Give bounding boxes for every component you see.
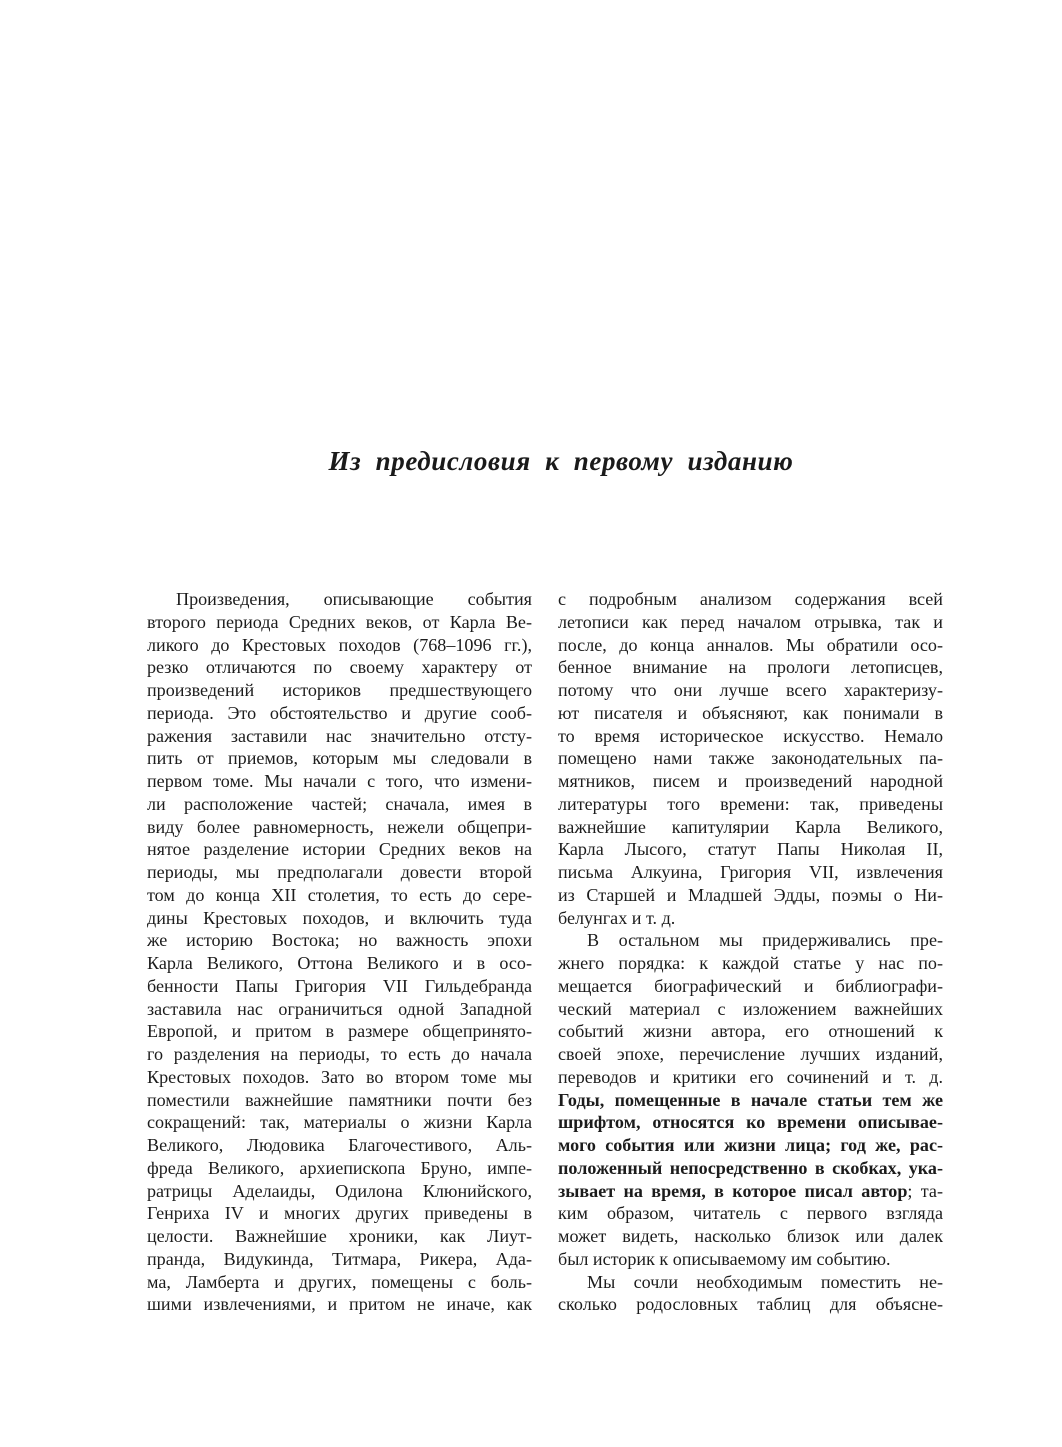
text-line: письма Алкуина, Григория VII, извлечения <box>558 862 943 882</box>
text-line: сокращений: так, материалы о жизни Карла <box>147 1112 532 1133</box>
text-line: же историю Востока; но важность эпохи <box>147 930 532 951</box>
text-line: периоды, мы предполагали довести второй <box>147 862 532 882</box>
text-segment: ; та- <box>907 1180 943 1201</box>
text-line: Европой, и притом в размере общепринято- <box>147 1021 532 1042</box>
text-line: белунгах и т. д. <box>558 907 676 928</box>
text-line: ким образом, читатель с первого взгляда <box>558 1203 943 1224</box>
text-line: важнейшие капитулярии Карла Великого, <box>558 816 943 837</box>
text-line: событий жизни автора, его отношений к <box>558 1021 943 1042</box>
text-line: мещается биографический и библиографи- <box>558 975 943 996</box>
right-text-column <box>558 588 943 1316</box>
text-line: помещено нами также законодательных па- <box>558 748 943 769</box>
text-line: ратрицы Аделаиды, Одилона Клюнийского, <box>147 1180 532 1201</box>
text-line: Крестовых походов. Зато во втором томе мы <box>147 1066 532 1087</box>
text-line: Годы, помещенные в начале статьи тем же <box>558 1089 943 1110</box>
text-line: поместили важнейшие памятники почти без <box>147 1089 532 1110</box>
text-line: был историк к описываемому им событию. <box>558 1248 891 1269</box>
text-line: ческий материал с изложением важнейших <box>558 998 943 1019</box>
text-line: с подробным анализом содержания всей <box>558 589 943 609</box>
page-title: Из предисловия к первому изданию <box>328 446 794 476</box>
text-line: литературы того времени: так, приведены <box>558 793 943 814</box>
text-line: бенное внимание на прологи летописцев, <box>558 657 943 678</box>
bold-text-segment: зывает на время, в которое писал автор <box>558 1180 908 1201</box>
text-line: ма, Ламберта и других, помещены с боль- <box>147 1271 532 1292</box>
text-line: ликого до Крестовых походов (768–1096 гг.), <box>147 634 532 655</box>
left-text-column <box>147 588 532 1316</box>
text-line: шрифтом, относятся ко времени описывае- <box>558 1112 943 1133</box>
text-line: мятников, писем и произведений народной <box>558 771 943 791</box>
text-line: произведений историков предшествующего <box>147 680 532 700</box>
text-line: потому что они лучше всего характеризу- <box>558 680 943 700</box>
text-line: ли расположение частей; сначала, имея в <box>147 793 532 814</box>
text-line: В остальном мы придерживались пре- <box>587 930 943 951</box>
text-line: пить от приемов, которым мы следовали в <box>147 748 532 769</box>
text-line: целости. Важнейшие хроники, как Лиут- <box>147 1226 532 1246</box>
text-line: Произведения, описывающие события <box>176 589 532 609</box>
text-line: Великого, Людовика Благочестивого, Аль- <box>147 1135 532 1155</box>
text-line: дины Крестовых походов, и включить туда <box>147 907 532 928</box>
text-line: то время историческое искусство. Немало <box>558 725 943 746</box>
text-line <box>558 1180 943 1203</box>
text-line: го разделения на периоды, то есть до начала <box>147 1044 532 1064</box>
text-line: ражения заставили нас значительно отсту- <box>147 725 532 746</box>
text-line: переводов и критики его сочинений и т. д. <box>558 1066 943 1087</box>
text-line: резко отличаются по своему характеру от <box>147 657 532 678</box>
text-line: Мы сочли необходимым поместить не- <box>587 1271 943 1292</box>
text-line: после, до конца анналов. Мы обратили осо- <box>558 634 943 655</box>
text-line: виду более равномерность, нежели общепри- <box>147 816 532 837</box>
text-line: ют писателя и объясняют, как понимали в <box>558 702 943 723</box>
text-line: шими извлечениями, и притом не иначе, как <box>147 1294 532 1315</box>
text-line: из Старшей и Младшей Эдды, поэмы о Ни- <box>558 884 943 905</box>
text-line: Карла Лысого, статут Папы Николая II, <box>558 839 943 860</box>
text-line: первом томе. Мы начали с того, что измени- <box>147 771 532 791</box>
text-line: своей эпохе, перечисление лучших изданий, <box>558 1044 943 1064</box>
text-line: Генриха IV и многих других приведены в <box>147 1203 532 1224</box>
text-line: бенности Папы Григория VII Гильдебранда <box>147 975 532 996</box>
text-line: заставила нас ограничиться одной Западной <box>147 998 532 1019</box>
text-line: пранда, Видукинда, Титмара, Рикера, Ада- <box>147 1248 532 1269</box>
text-line: жнего порядка: к каждой статье у нас по- <box>558 953 943 973</box>
text-line: сколько родословных таблиц для объясне- <box>558 1294 943 1315</box>
text-line: может видеть, насколько близок или далек <box>558 1226 943 1246</box>
text-line: второго периода Средних веков, от Карла Ве- <box>147 611 532 632</box>
text-line: положенный непосредственно в скобках, ука- <box>558 1157 943 1178</box>
text-line: летописи как перед началом отрывка, так и <box>558 611 943 632</box>
text-line: Карла Великого, Оттона Великого и в осо- <box>147 953 532 973</box>
text-line: нятое разделение истории Средних веков на <box>147 839 532 860</box>
text-line: том до конца XII столетия, то есть до сере- <box>147 884 532 905</box>
text-line: фреда Великого, архиепископа Бруно, импе- <box>147 1157 532 1178</box>
text-line: мого события или жизни лица; год же, рас- <box>558 1135 943 1155</box>
text-line: периода. Это обстоятельство и другие сооб- <box>147 702 532 723</box>
